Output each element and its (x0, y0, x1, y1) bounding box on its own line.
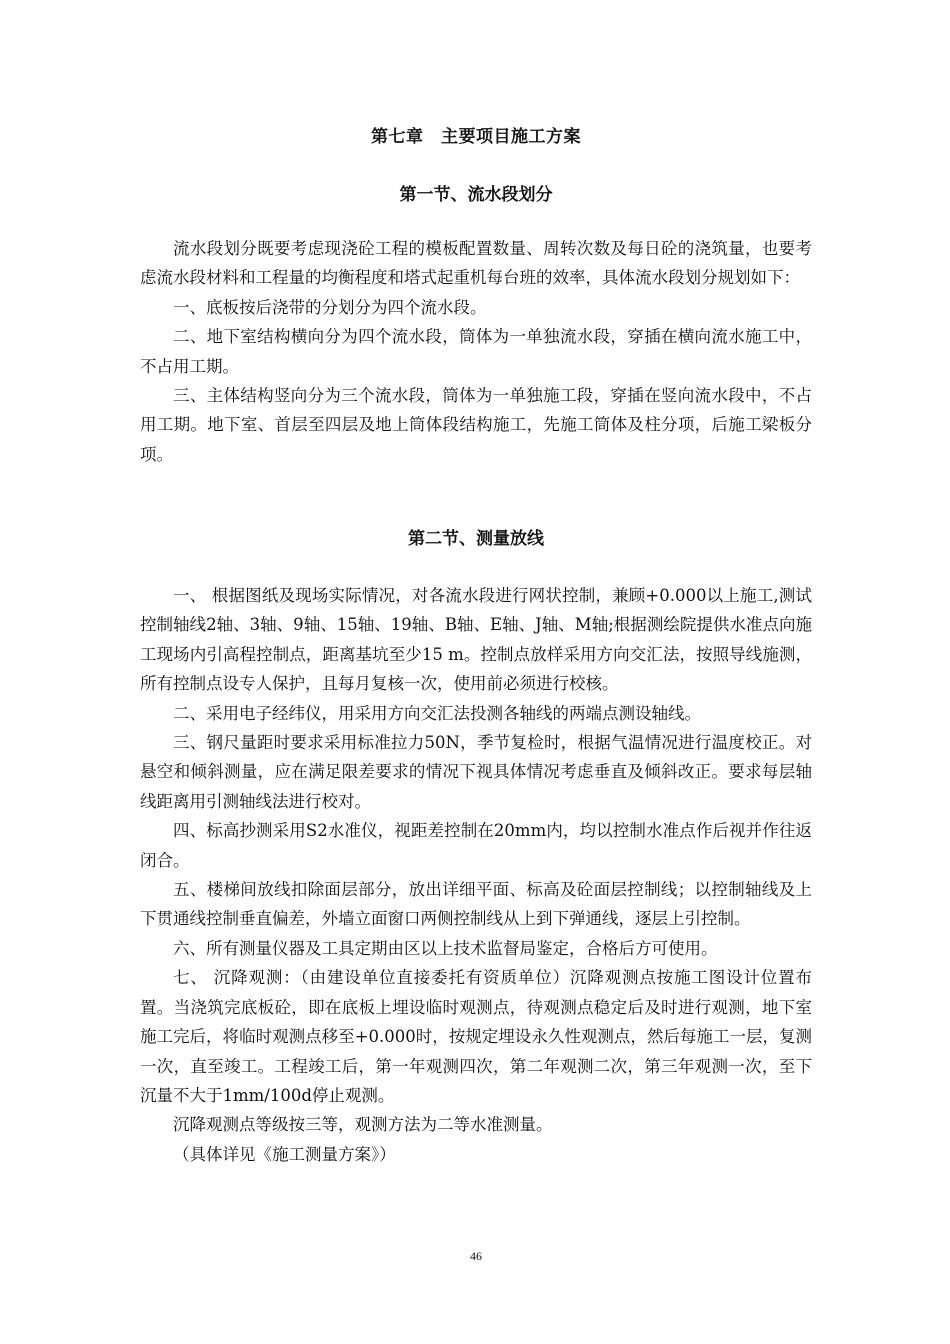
paragraph: 六、所有测量仪器及工具定期由区以上技术监督局鉴定，合格后方可使用。 (173, 938, 718, 958)
section-body-flow-division (140, 234, 812, 469)
page-number: 46 (470, 1249, 482, 1263)
section-title-survey-layout: 第二节、测量放线 (408, 529, 544, 549)
paragraph: 一、底板按后浇带的分划分为四个流水段。 (173, 297, 487, 317)
paragraph: 沉降观测点等级按三等，观测方法为二等水准测量。 (173, 1115, 553, 1135)
paragraph: 二、地下室结构横向分为四个流水段，筒体为一单独流水段，穿插在横向流水施工中，不占用工期。 (140, 327, 812, 376)
paragraph: 五、楼梯间放线扣除面层部分，放出详细平面、标高及砼面层控制线；以控制轴线及上下贯通线控制垂直偏差，外墙立面窗口两侧控制线从上到下弹通线，逐层上引控制。 (140, 880, 812, 929)
paragraph: 三、钢尺量距时要求采用标准拉力50N，季节复检时，根据气温情况进行温度校正。对悬空和倾斜测量，应在满足限差要求的情况下视具体情况考虑垂直及倾斜改正。要求每层轴线距离用引测轴线法进行校对。 (140, 733, 812, 811)
chapter-title: 第七章 主要项目施工方案 (371, 127, 581, 147)
paragraph: 一、 根据图纸及现场实际情况，对各流水段进行网状控制，兼顾+0.000以上施工,测试控制轴线2轴、3轴、9轴、15轴、19轴、B轴、E轴、J轴、M轴;根据测绘院提供水准点向施工现场内引高程控制点，距离基坑至少15 m。控制点放样采用方向交汇法，按照导线施测，所有控制点设专人保护，且每月复核一次，使用前必须进行校核。 (140, 586, 812, 694)
paragraph: 四、标高抄测采用S2水准仪，视距差控制在20mm内，均以控制水准点作后视并作往返闭合。 (140, 821, 812, 870)
paragraph: 七、 沉降观测：（由建设单位直接委托有资质单位）沉降观测点按施工图设计位置布置。当浇筑完底板砼，即在底板上埋设临时观测点，待观测点稳定后及时进行观测，地下室施工完后，将临时观测点移至+0.000时，按规定埋设永久性观测点，然后每施工一层，复测一次，直至竣工。工程竣工后，第一年观测四次，第二年观测二次，第三年观测一次，至下沉量不大于1mm/100d停止观测。 (140, 968, 812, 1105)
paragraph: 流水段划分既要考虑现浇砼工程的模板配置数量、周转次数及每日砼的浇筑量，也要考虑流水段材料和工程量的均衡程度和塔式起重机每台班的效率，具体流水段划分规划如下： (140, 239, 812, 288)
paragraph: 三、主体结构竖向分为三个流水段，筒体为一单独施工段，穿插在竖向流水段中，不占用工期。地下室、首层至四层及地上筒体段结构施工，先施工筒体及柱分项，后施工梁板分项。 (140, 386, 812, 464)
section-body-survey-layout (140, 581, 812, 1169)
paragraph: （具体详见《施工测量方案》） (173, 1144, 396, 1164)
section-title-flow-division: 第一节、流水段划分 (399, 185, 553, 205)
paragraph: 二、采用电子经纬仪，用采用方向交汇法投测各轴线的两端点测设轴线。 (173, 703, 701, 723)
